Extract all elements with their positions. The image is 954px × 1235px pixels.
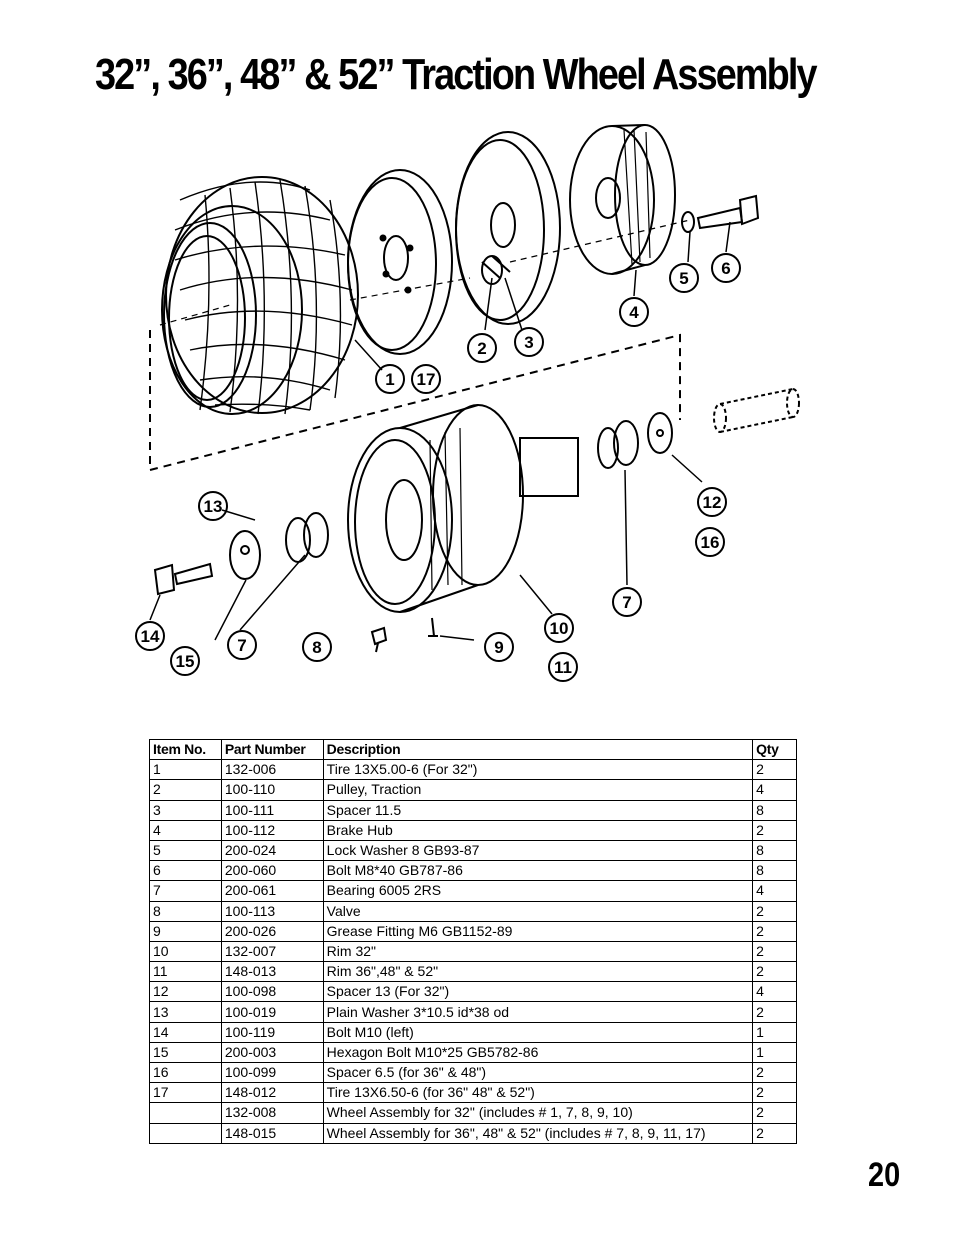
cell-description: Pulley, Traction (323, 780, 752, 800)
cell-item-no: 10 (150, 941, 222, 961)
column-header-item-no: Item No. (150, 740, 222, 760)
cell-description: Spacer 11.5 (323, 800, 752, 820)
cell-description: Plain Washer 3*10.5 id*38 od (323, 1002, 752, 1022)
callout-label: 7 (237, 636, 247, 655)
column-header-qty: Qty (753, 740, 797, 760)
cell-item-no: 16 (150, 1063, 222, 1083)
cell-part-number: 132-008 (221, 1103, 323, 1123)
cell-part-number: 100-112 (221, 820, 323, 840)
cell-part-number: 200-024 (221, 840, 323, 860)
table-row (150, 780, 797, 800)
cell-qty: 1 (753, 1042, 797, 1062)
cell-description: Brake Hub (323, 820, 752, 840)
cell-description: Rim 32" (323, 941, 752, 961)
cell-qty: 4 (753, 982, 797, 1002)
cell-qty: 8 (753, 840, 797, 860)
cell-item-no (150, 1123, 222, 1143)
exploded-wheel-diagram (120, 120, 820, 700)
callout-label: 12 (702, 493, 722, 512)
cell-item-no: 3 (150, 800, 222, 820)
cell-qty: 2 (753, 1083, 797, 1103)
cell-part-number: 200-061 (221, 881, 323, 901)
cell-item-no: 1 (150, 760, 222, 780)
cell-part-number: 200-060 (221, 861, 323, 881)
pulley-part (348, 170, 452, 354)
cell-description: Bolt M8*40 GB787-86 (323, 861, 752, 881)
table-row (150, 1123, 797, 1143)
callout-label: 16 (700, 533, 720, 552)
cell-item-no: 13 (150, 1002, 222, 1022)
cell-qty: 1 (753, 1022, 797, 1042)
cell-qty: 2 (753, 1063, 797, 1083)
cell-part-number: 148-013 (221, 962, 323, 982)
cell-description: Hexagon Bolt M10*25 GB5782-86 (323, 1042, 752, 1062)
page-title: 32”, 36”, 48” & 52” Traction Wheel Assembly (95, 50, 816, 99)
cell-qty: 2 (753, 941, 797, 961)
table-row (150, 1063, 797, 1083)
cell-part-number: 100-119 (221, 1022, 323, 1042)
cell-item-no: 9 (150, 921, 222, 941)
cell-description: Wheel Assembly for 36", 48" & 52" (includes # 7, 8, 9, 11, 17) (323, 1123, 752, 1143)
cell-description: Bolt M10 (left) (323, 1022, 752, 1042)
cell-part-number: 100-111 (221, 800, 323, 820)
cell-qty: 2 (753, 820, 797, 840)
table-row (150, 1042, 797, 1062)
table-row (150, 941, 797, 961)
tire-part (162, 177, 358, 414)
cell-part-number: 148-015 (221, 1123, 323, 1143)
cell-item-no: 15 (150, 1042, 222, 1062)
callout-label: 3 (524, 333, 534, 352)
brake-hub-part (570, 125, 675, 274)
cell-qty: 2 (753, 921, 797, 941)
cell-description: Bearing 6005 2RS (323, 881, 752, 901)
cell-item-no (150, 1103, 222, 1123)
bearing-part (155, 513, 328, 594)
table-row (150, 1103, 797, 1123)
callout-label: 4 (629, 303, 639, 322)
cell-item-no: 7 (150, 881, 222, 901)
cell-part-number: 132-007 (221, 941, 323, 961)
bolt-part (682, 196, 758, 232)
cell-qty: 8 (753, 800, 797, 820)
cell-qty: 4 (753, 780, 797, 800)
callout-label: 6 (721, 259, 731, 278)
cell-item-no: 8 (150, 901, 222, 921)
table-row (150, 901, 797, 921)
cell-part-number: 100-099 (221, 1063, 323, 1083)
cell-part-number: 148-012 (221, 1083, 323, 1103)
cell-description: Rim 36",48" & 52" (323, 962, 752, 982)
page-number: 20 (868, 1156, 901, 1194)
cell-qty: 2 (753, 1002, 797, 1022)
cell-item-no: 2 (150, 780, 222, 800)
cell-description: Lock Washer 8 GB93-87 (323, 840, 752, 860)
cell-description: Spacer 13 (For 32") (323, 982, 752, 1002)
cell-item-no: 17 (150, 1083, 222, 1103)
callout-label: 13 (203, 497, 223, 516)
cell-qty: 4 (753, 881, 797, 901)
cell-part-number: 100-113 (221, 901, 323, 921)
rim-part (348, 405, 578, 612)
parts-table (149, 739, 797, 1144)
callout-label: 9 (494, 638, 504, 657)
cell-description: Tire 13X6.50-6 (for 36" 48" & 52") (323, 1083, 752, 1103)
cell-description: Valve (323, 901, 752, 921)
cell-qty: 2 (753, 1103, 797, 1123)
cell-qty: 2 (753, 962, 797, 982)
cell-part-number: 100-098 (221, 982, 323, 1002)
cell-item-no: 6 (150, 861, 222, 881)
callout-label: 7 (622, 593, 632, 612)
callout-label: 10 (549, 619, 569, 638)
table-row (150, 840, 797, 860)
callout-label: 14 (140, 627, 160, 646)
cell-item-no: 5 (150, 840, 222, 860)
parts-table-body (150, 760, 797, 1144)
column-header-part-number: Part Number (221, 740, 323, 760)
cell-description: Tire 13X5.00-6 (For 32") (323, 760, 752, 780)
callout-label: 8 (312, 638, 322, 657)
table-row (150, 760, 797, 780)
callout-label: 17 (416, 370, 436, 389)
pulley-part (456, 132, 560, 324)
cell-qty: 8 (753, 861, 797, 881)
cell-part-number: 100-110 (221, 780, 323, 800)
table-row (150, 982, 797, 1002)
cell-part-number: 100-019 (221, 1002, 323, 1022)
cell-part-number: 200-026 (221, 921, 323, 941)
callout-label: 11 (554, 658, 572, 677)
cell-description: Spacer 6.5 (for 36" & 48") (323, 1063, 752, 1083)
cell-description: Grease Fitting M6 GB1152-89 (323, 921, 752, 941)
table-row (150, 881, 797, 901)
cell-qty: 2 (753, 760, 797, 780)
cell-part-number: 132-006 (221, 760, 323, 780)
callout-label: 1 (385, 370, 395, 389)
cell-item-no: 12 (150, 982, 222, 1002)
table-row (150, 1083, 797, 1103)
callout-label: 15 (175, 652, 195, 671)
table-row (150, 861, 797, 881)
cell-part-number: 200-003 (221, 1042, 323, 1062)
column-header-description: Description (323, 740, 752, 760)
table-row (150, 1002, 797, 1022)
table-row (150, 1022, 797, 1042)
bearing-part (598, 413, 672, 468)
spacer-tube-part (714, 389, 799, 432)
cell-qty: 2 (753, 1123, 797, 1143)
table-row (150, 800, 797, 820)
table-row (150, 820, 797, 840)
table-row (150, 962, 797, 982)
cell-item-no: 4 (150, 820, 222, 840)
cell-description: Wheel Assembly for 32" (includes # 1, 7, 8, 9, 10) (323, 1103, 752, 1123)
table-row (150, 921, 797, 941)
cell-qty: 2 (753, 901, 797, 921)
callout-label: 5 (679, 269, 689, 288)
callout-label: 2 (477, 339, 487, 358)
cell-item-no: 14 (150, 1022, 222, 1042)
table-header-row (150, 740, 797, 760)
cell-item-no: 11 (150, 962, 222, 982)
